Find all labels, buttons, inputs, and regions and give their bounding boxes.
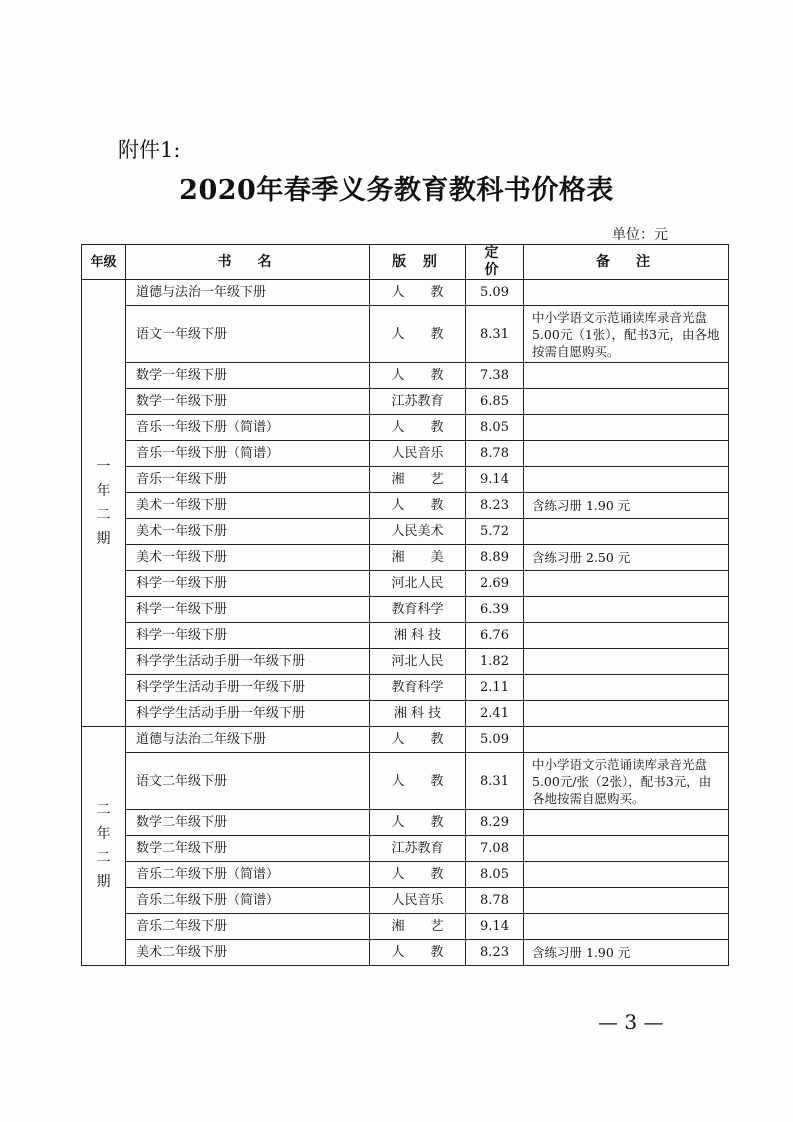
table-row (82, 363, 729, 389)
book-name-cell: 语文一年级下册 (126, 306, 370, 363)
edition-cell: 人 教 (370, 940, 466, 966)
document-title: 2020年春季义务教育教科书价格表 (179, 175, 614, 206)
book-name-cell: 道德与法治一年级下册 (126, 280, 370, 306)
table-row (82, 675, 729, 701)
note-cell (524, 914, 729, 940)
book-name-cell: 科学一年级下册 (126, 571, 370, 597)
table-row (82, 441, 729, 467)
price-cell: 8.23 (466, 940, 524, 966)
price-cell: 2.41 (466, 701, 524, 727)
edition-cell: 湘 艺 (370, 914, 466, 940)
note-cell (524, 727, 729, 753)
unit-label: 单位：元 (612, 227, 668, 243)
edition-cell: 湘 科 技 (370, 623, 466, 649)
book-name-cell: 音乐一年级下册 (126, 467, 370, 493)
book-name-cell: 美术一年级下册 (126, 545, 370, 571)
attachment-label: 附件1: (118, 138, 181, 162)
book-name-cell: 数学二年级下册 (126, 810, 370, 836)
note-cell (524, 649, 729, 675)
book-name-cell: 道德与法治二年级下册 (126, 727, 370, 753)
note-cell (524, 571, 729, 597)
table-row (82, 888, 729, 914)
table-row (82, 701, 729, 727)
price-cell: 6.76 (466, 623, 524, 649)
book-name-cell: 科学学生活动手册一年级下册 (126, 701, 370, 727)
price-cell: 8.05 (466, 862, 524, 888)
note-cell (524, 836, 729, 862)
book-name-cell: 音乐二年级下册（简谱） (126, 862, 370, 888)
table-row (82, 862, 729, 888)
note-cell (524, 363, 729, 389)
note-cell (524, 597, 729, 623)
edition-cell: 教育科学 (370, 597, 466, 623)
edition-cell: 江苏教育 (370, 836, 466, 862)
price-cell: 5.72 (466, 519, 524, 545)
book-name-cell: 数学一年级下册 (126, 389, 370, 415)
price-cell: 8.78 (466, 888, 524, 914)
edition-cell: 河北人民 (370, 649, 466, 675)
table-body (82, 280, 729, 966)
edition-cell: 人 教 (370, 280, 466, 306)
note-cell (524, 415, 729, 441)
price-cell: 8.31 (466, 753, 524, 810)
note-cell (524, 675, 729, 701)
grade-cell: 二 年 二 期 (82, 727, 126, 966)
note-cell (524, 441, 729, 467)
book-name-cell: 美术一年级下册 (126, 519, 370, 545)
table-row (82, 597, 729, 623)
price-cell: 8.31 (466, 306, 524, 363)
edition-cell: 江苏教育 (370, 389, 466, 415)
price-cell: 8.78 (466, 441, 524, 467)
edition-cell: 人 教 (370, 306, 466, 363)
table-row (82, 914, 729, 940)
price-cell: 8.05 (466, 415, 524, 441)
book-name-cell: 科学学生活动手册一年级下册 (126, 675, 370, 701)
header-edition: 版 别 (370, 245, 466, 280)
book-name-cell: 语文二年级下册 (126, 753, 370, 810)
table-row (82, 753, 729, 810)
price-cell: 1.82 (466, 649, 524, 675)
edition-cell: 人 教 (370, 363, 466, 389)
table-row (82, 623, 729, 649)
edition-cell: 人 教 (370, 493, 466, 519)
grade-cell: 一 年 二 期 (82, 280, 126, 727)
note-cell (524, 467, 729, 493)
edition-cell: 人民音乐 (370, 888, 466, 914)
table-row (82, 519, 729, 545)
book-name-cell: 数学一年级下册 (126, 363, 370, 389)
price-cell: 6.39 (466, 597, 524, 623)
table-row (82, 727, 729, 753)
edition-cell: 湘 美 (370, 545, 466, 571)
note-cell (524, 623, 729, 649)
table-row (82, 306, 729, 363)
note-cell (524, 701, 729, 727)
price-cell: 9.14 (466, 467, 524, 493)
price-cell: 2.69 (466, 571, 524, 597)
table-row (82, 280, 729, 306)
book-name-cell: 音乐二年级下册（简谱） (126, 888, 370, 914)
edition-cell: 人民音乐 (370, 441, 466, 467)
table-row (82, 836, 729, 862)
note-cell: 含练习册 1.90 元 (524, 940, 729, 966)
table-row (82, 467, 729, 493)
note-cell (524, 888, 729, 914)
edition-cell: 湘 科 技 (370, 701, 466, 727)
table-row (82, 571, 729, 597)
price-cell: 7.08 (466, 836, 524, 862)
note-cell: 含练习册 2.50 元 (524, 545, 729, 571)
edition-cell: 人 教 (370, 753, 466, 810)
price-cell: 8.89 (466, 545, 524, 571)
table-row (82, 415, 729, 441)
book-name-cell: 音乐一年级下册（简谱） (126, 415, 370, 441)
edition-cell: 人 教 (370, 810, 466, 836)
note-cell (524, 810, 729, 836)
edition-cell: 人 教 (370, 727, 466, 753)
header-note: 备 注 (524, 245, 729, 280)
table-row (82, 810, 729, 836)
page-number: — 3 — (598, 1010, 664, 1034)
note-cell: 中小学语文示范诵读库录音光盘5.00元（1张），配书3元，由各地按需自愿购买。 (524, 306, 729, 363)
book-name-cell: 音乐二年级下册 (126, 914, 370, 940)
note-cell: 中小学语文示范诵读库录音光盘5.00元/张（2张），配书3元，由各地按需自愿购买。 (524, 753, 729, 810)
table-row (82, 649, 729, 675)
note-cell (524, 862, 729, 888)
price-cell: 7.38 (466, 363, 524, 389)
price-cell: 8.23 (466, 493, 524, 519)
book-name-cell: 科学学生活动手册一年级下册 (126, 649, 370, 675)
edition-cell: 教育科学 (370, 675, 466, 701)
header-grade: 年级 (82, 245, 126, 280)
note-cell (524, 389, 729, 415)
book-name-cell: 科学一年级下册 (126, 623, 370, 649)
note-cell: 含练习册 1.90 元 (524, 493, 729, 519)
price-cell: 8.29 (466, 810, 524, 836)
price-cell: 2.11 (466, 675, 524, 701)
table-row (82, 493, 729, 519)
price-cell: 5.09 (466, 280, 524, 306)
note-cell (524, 280, 729, 306)
book-name-cell: 美术一年级下册 (126, 493, 370, 519)
header-book: 书 名 (126, 245, 370, 280)
book-name-cell: 美术二年级下册 (126, 940, 370, 966)
edition-cell: 人 教 (370, 862, 466, 888)
book-name-cell: 数学二年级下册 (126, 836, 370, 862)
book-name-cell: 科学一年级下册 (126, 597, 370, 623)
table-row (82, 940, 729, 966)
price-cell: 6.85 (466, 389, 524, 415)
edition-cell: 湘 艺 (370, 467, 466, 493)
table-row (82, 545, 729, 571)
price-cell: 5.09 (466, 727, 524, 753)
edition-cell: 人民美术 (370, 519, 466, 545)
table-row (82, 389, 729, 415)
edition-cell: 人 教 (370, 415, 466, 441)
edition-cell: 河北人民 (370, 571, 466, 597)
price-cell: 9.14 (466, 914, 524, 940)
note-cell (524, 519, 729, 545)
price-table (81, 244, 729, 966)
table-header-row (82, 245, 729, 280)
book-name-cell: 音乐一年级下册（简谱） (126, 441, 370, 467)
header-price: 定 价 (466, 245, 524, 280)
